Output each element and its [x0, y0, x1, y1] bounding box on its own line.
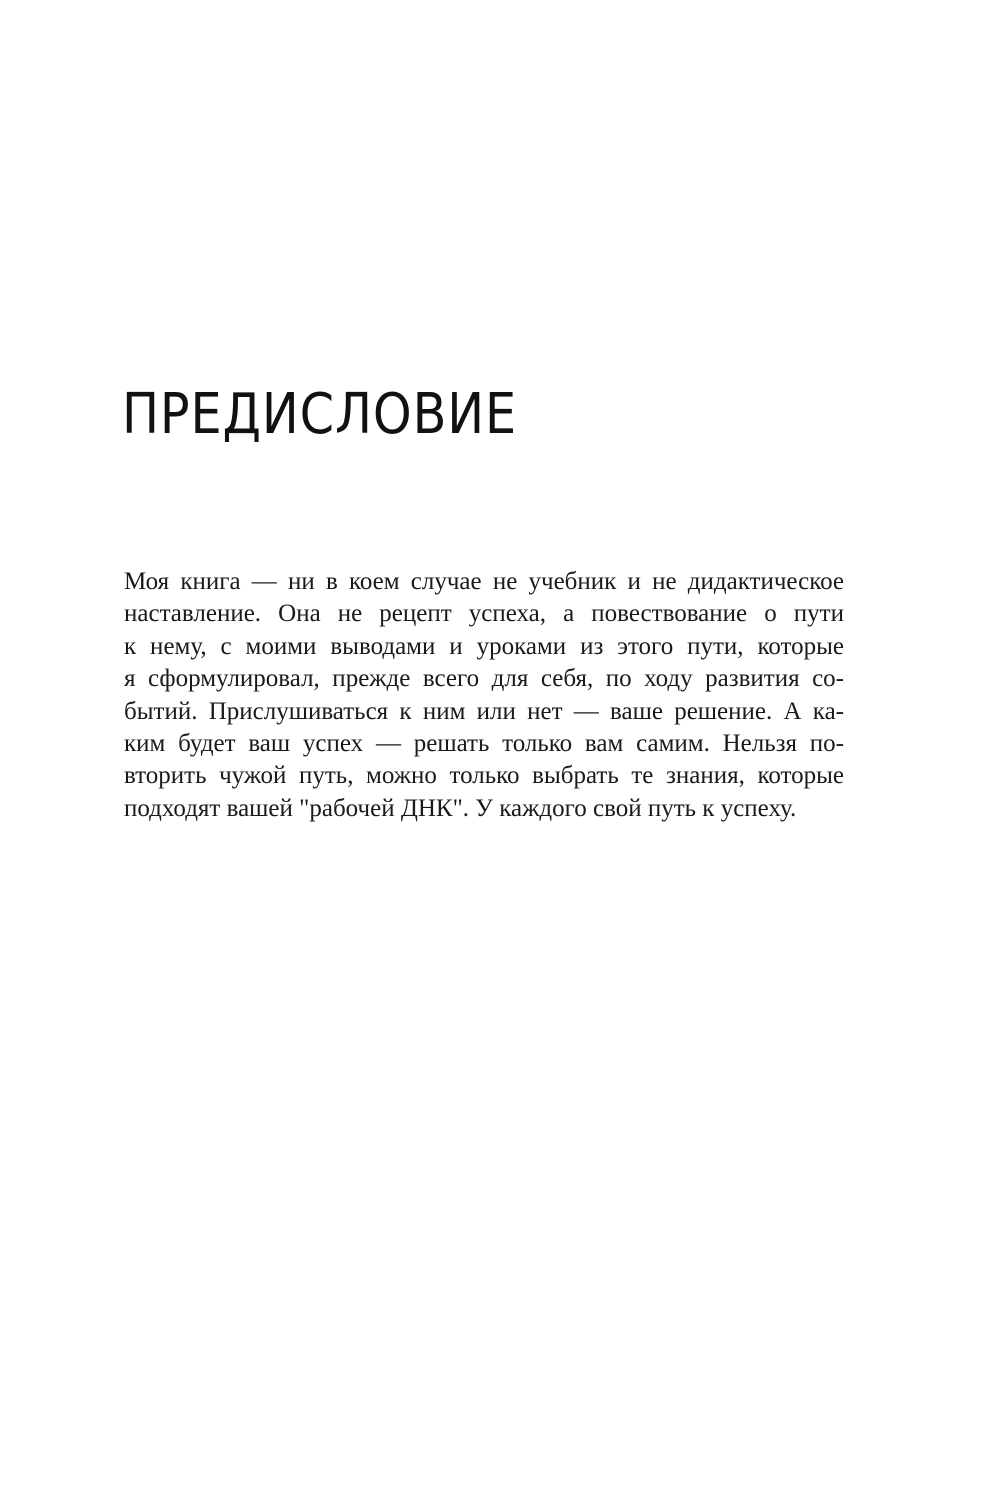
- preface-paragraph: [124, 566, 844, 825]
- paragraph-line: я сформулировал, прежде всего для себя, по ходу развития со-: [124, 665, 844, 693]
- paragraph-line: к нему, с моими выводами и уроками из этого пути, которые: [124, 632, 844, 660]
- paragraph-line: подходят вашей "рабочей ДНК". У каждого свой путь к успеху.: [124, 794, 797, 822]
- paragraph-line: ким будет ваш успех — решать только вам самим. Нельзя по-: [124, 729, 844, 757]
- paragraph-line: бытий. Прислушиваться к ним или нет — ваше решение. А ка-: [124, 697, 844, 725]
- paragraph-line: наставление. Она не рецепт успеха, а повествование о пути: [124, 600, 844, 628]
- chapter-title: ПРЕДИСЛОВИЕ: [122, 382, 518, 447]
- paragraph-line: вторить чужой путь, можно только выбрать те знания, которые: [124, 762, 844, 790]
- paragraph-line: Моя книга — ни в коем случае не учебник и не дидактическое: [124, 568, 844, 595]
